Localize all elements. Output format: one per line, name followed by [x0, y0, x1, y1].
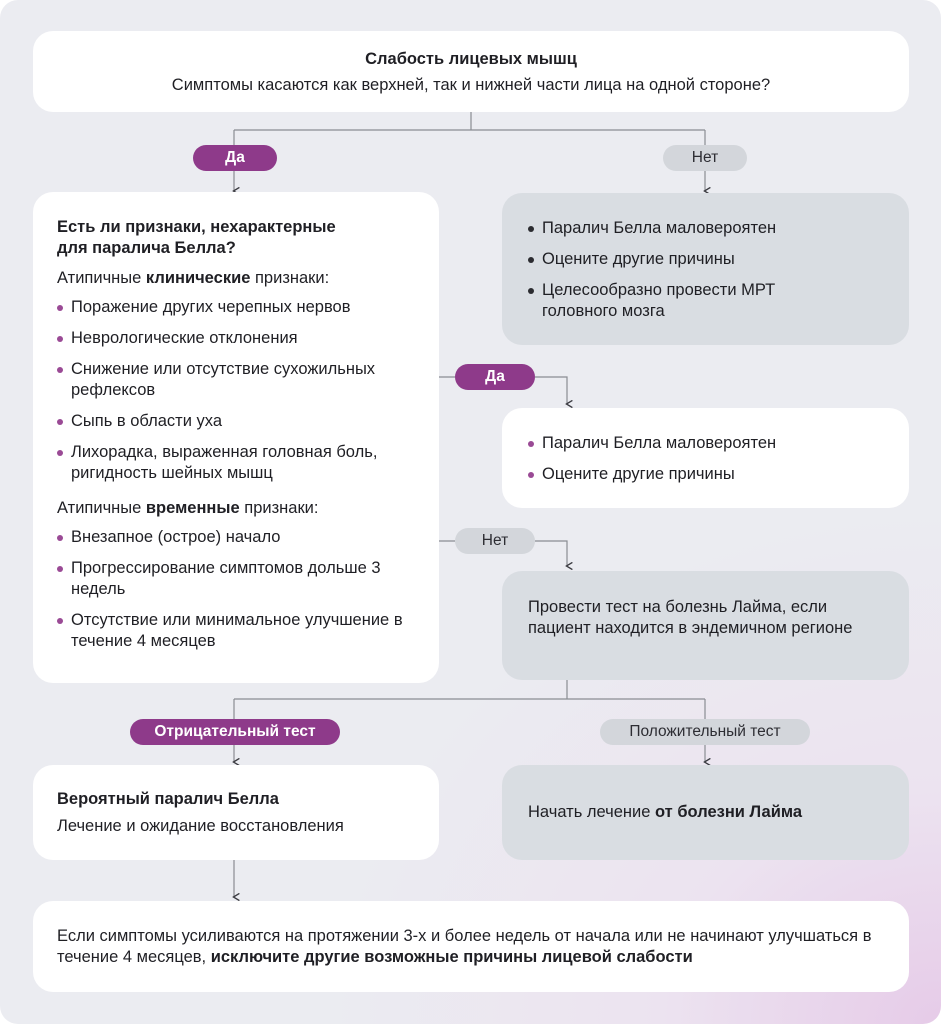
list-item: Поражение других черепных нервов	[57, 297, 415, 318]
list-item: Паралич Белла маловероятен	[528, 433, 885, 454]
no-branch-list	[528, 218, 885, 322]
list-item: Прогрессирование симптомов дольше 3 недель	[57, 558, 415, 600]
pill-yes-2: Да	[455, 364, 535, 390]
list-item: Внезапное (острое) начало	[57, 527, 415, 548]
atypical-signs-box	[33, 192, 439, 683]
list-item: Неврологические отклонения	[57, 328, 415, 349]
footer-text: Если симптомы усиливаются на протяжении 3-х и более недель от начала или не начинают улучшаться в течение 4 месяцев,	[57, 927, 872, 966]
clinical-heading-prefix: Атипичные	[57, 269, 146, 287]
pill-no-1: Нет	[663, 145, 747, 171]
list-item: Оцените другие причины	[528, 249, 885, 270]
connector-top-split	[234, 112, 705, 145]
connector-lyme-split	[234, 680, 705, 719]
yes-branch-box	[502, 408, 909, 508]
clinical-heading-bold: клинические	[145, 269, 251, 287]
top-title: Слабость лицевых мышц	[365, 50, 577, 68]
list-item: Отсутствие или минимальное улучшение в течение 4 месяцев	[57, 610, 415, 652]
lyme-treatment-box	[502, 765, 909, 860]
lyme-treatment-prefix: Начать лечение	[528, 803, 655, 821]
probable-bell-text: Лечение и ожидание восстановления	[57, 817, 344, 835]
clinical-heading-suffix: признаки:	[250, 269, 330, 287]
lyme-test-box	[502, 571, 909, 680]
list-item: Целесообразно провести МРТ головного мозга	[528, 280, 812, 322]
no-branch-box	[502, 193, 909, 345]
lyme-treatment-bold: от болезни Лайма	[655, 803, 803, 821]
pill-positive-test: Положительный тест	[600, 719, 810, 745]
temporal-heading-suffix: признаки:	[239, 499, 319, 517]
probable-bell-box	[33, 765, 439, 860]
list-item: Сыпь в области уха	[57, 411, 415, 432]
clinical-list	[57, 297, 415, 484]
list-item: Снижение или отсутствие сухожильных рефлексов	[57, 359, 415, 401]
list-item: Оцените другие причины	[528, 464, 885, 485]
pill-yes-1: Да	[193, 145, 277, 171]
pill-no-2: Нет	[455, 528, 535, 554]
footer-bold: исключите другие возможные причины лицевой слабости	[210, 948, 693, 966]
clinical-heading	[57, 268, 415, 289]
temporal-heading	[57, 498, 415, 519]
temporal-heading-bold: временные	[145, 499, 240, 517]
footer-box	[33, 901, 909, 992]
yes-branch-list	[528, 433, 885, 485]
probable-bell-title: Вероятный паралич Белла	[57, 790, 279, 808]
temporal-heading-prefix: Атипичные	[57, 499, 146, 517]
pill-negative-test: Отрицательный тест	[130, 719, 340, 745]
list-item: Лихорадка, выраженная головная боль, ригидность шейных мышц	[57, 442, 415, 484]
top-question-box	[33, 31, 909, 112]
atypical-title: Есть ли признаки, нехарактерные для паралича Белла?	[57, 218, 336, 257]
top-question: Симптомы касаются как верхней, так и нижней части лица на одной стороне?	[171, 76, 771, 94]
list-item: Паралич Белла маловероятен	[528, 218, 885, 239]
temporal-list	[57, 527, 415, 652]
lyme-test-text: Провести тест на болезнь Лайма, если пациент находится в эндемичном регионе	[528, 598, 853, 637]
